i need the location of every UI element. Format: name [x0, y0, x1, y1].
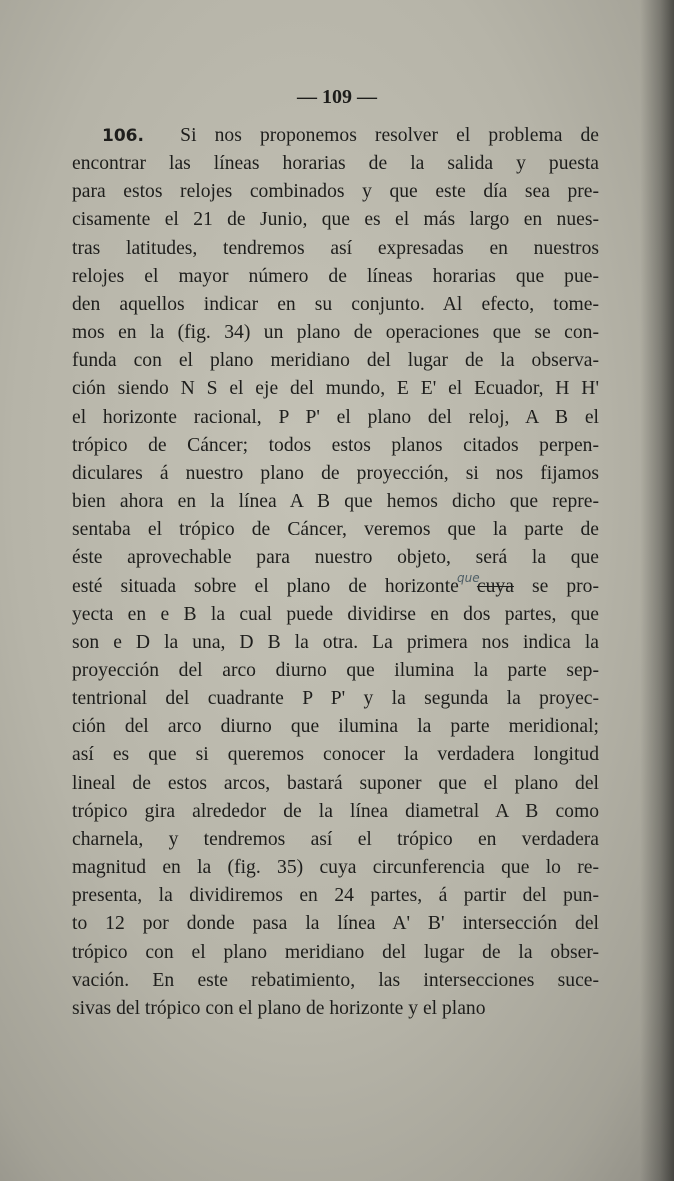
- text-line: relojes el mayor número de líneas horarias que pue-: [72, 265, 599, 287]
- text-line: trópico de Cáncer; todos estos planos citados perpen-: [72, 434, 599, 456]
- page-gutter-shadow: [640, 0, 674, 1181]
- text-line: cisamente el 21 de Junio, que es el más largo en nues-: [72, 209, 599, 231]
- text-line: to 12 por donde pasa la línea A' B' intersección del: [72, 913, 599, 935]
- text-line: así es que si queremos conocer la verdadera longitud: [72, 744, 599, 766]
- text-line: para estos relojes combinados y que este día sea pre-: [72, 181, 599, 203]
- section-number: 106.: [102, 126, 144, 146]
- page-number: — 109 —: [297, 86, 377, 108]
- text-line: den aquellos indicar en su conjunto. Al efecto, tome-: [72, 293, 599, 315]
- text-line: encontrar las líneas horarias de la salida y puesta: [72, 153, 599, 175]
- text-line: tras latitudes, tendremos así expresadas en nuestros: [72, 237, 599, 259]
- text-line: funda con el plano meridiano del lugar de la observa-: [72, 350, 599, 372]
- text-line: esté situada sobre el plano de horizonte cuya se pro-: [72, 575, 599, 597]
- text-line: el horizonte racional, P P' el plano del reloj, A B el: [72, 406, 599, 428]
- text-line: diculares á nuestro plano de proyección, si nos fijamos: [72, 462, 599, 484]
- text-line: ción del arco diurno que ilumina la parte meridional;: [72, 716, 599, 738]
- text-line: trópico gira alrededor de la línea diametral A B como: [72, 800, 599, 822]
- text-line: yecta en e B la cual puede dividirse en dos partes, que: [72, 603, 599, 625]
- text-line: lineal de estos arcos, bastará suponer que el plano del: [72, 772, 599, 794]
- struck-word: cuya: [476, 575, 514, 597]
- text-line: presenta, la dividiremos en 24 partes, á partir del pun-: [72, 885, 599, 907]
- handwritten-correction: que: [457, 571, 480, 585]
- text-line: ción siendo N S el eje del mundo, E E' el Ecuador, H H': [72, 378, 599, 400]
- text-line: éste aprovechable para nuestro objeto, será la que: [72, 547, 599, 569]
- text-line: vación. En este rebatimiento, las intersecciones suce-: [72, 969, 599, 991]
- text-line: son e D la una, D B la otra. La primera nos indica la: [72, 631, 599, 653]
- text-line: proyección del arco diurno que ilumina la parte sep-: [72, 659, 599, 681]
- text-line: trópico con el plano meridiano del lugar de la obser-: [72, 941, 599, 963]
- text-line: charnela, y tendremos así el trópico en verdadera: [72, 828, 599, 850]
- body-paragraph: [72, 122, 599, 1023]
- text-line: sivas del trópico con el plano de horizonte y el plano: [72, 997, 486, 1019]
- text-line: magnitud en la (fig. 35) cuya circunferencia que lo re-: [72, 857, 599, 879]
- text-line: sentaba el trópico de Cáncer, veremos que la parte de: [72, 519, 599, 541]
- text-line: tentrional del cuadrante P P' y la segunda la proyec-: [72, 688, 599, 710]
- text-line: 106. Si nos proponemos resolver el problema de: [102, 125, 599, 146]
- text-line: mos en la (fig. 34) un plano de operaciones que se con-: [72, 322, 599, 344]
- text-line: bien ahora en la línea A B que hemos dicho que repre-: [72, 491, 599, 513]
